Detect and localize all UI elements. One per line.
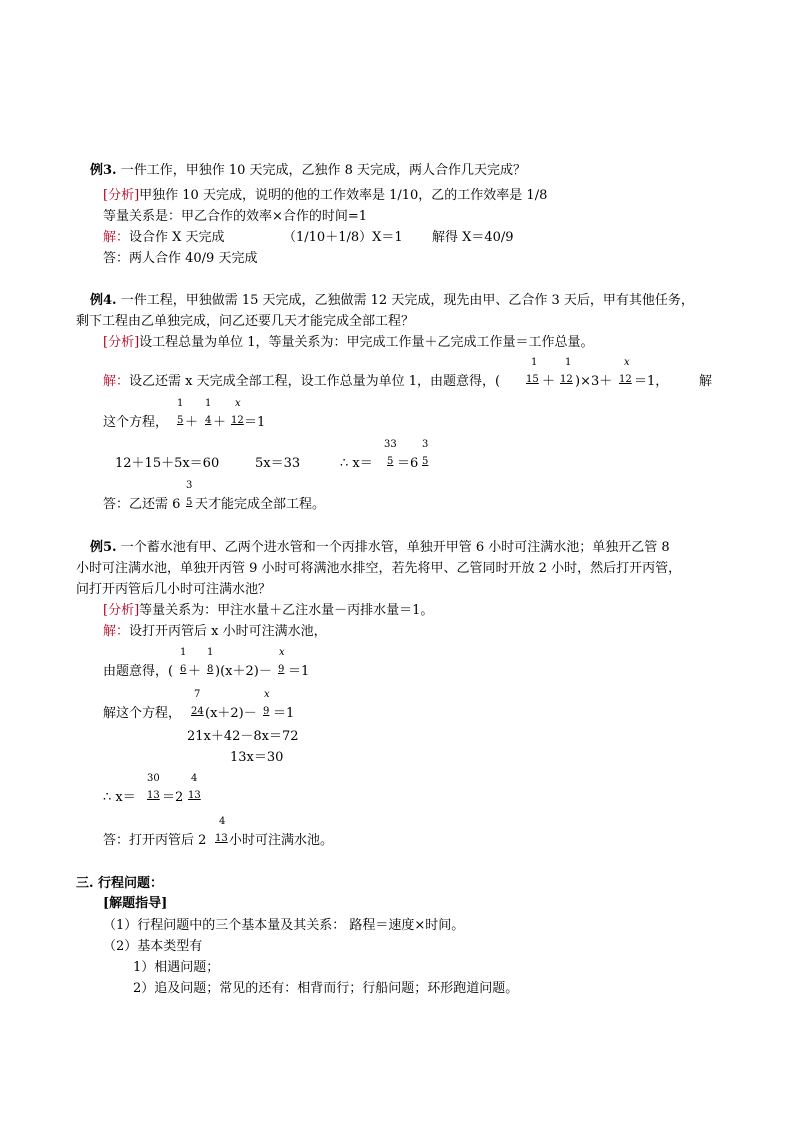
- ex4-f3-den: 12: [619, 374, 632, 385]
- ex5-solve: 设打开丙管后 x 小时可注满水池，: [129, 624, 327, 639]
- ex4-g-plus1: ＋: [185, 415, 199, 430]
- ex4-g3-den: 12: [231, 415, 244, 426]
- solve-tag: 解：: [103, 230, 130, 245]
- ex5-step1: 21x＋42－8x＝72: [187, 729, 299, 744]
- ex3-problem-line: [90, 163, 526, 179]
- ex4-h-eq: ＝6: [397, 456, 419, 471]
- ex4-f2-num: 1: [565, 357, 572, 368]
- ex3-label: 例3.: [90, 163, 117, 178]
- ex5-label: 例5.: [90, 540, 117, 555]
- ex5-therefore: ∴ x＝: [103, 790, 136, 805]
- ex4-f1-num: 1: [531, 357, 538, 368]
- ex5-n2-den: 13: [188, 790, 201, 801]
- ex4-g-end: ＝1: [244, 415, 266, 430]
- ex4-g1-den: 5: [177, 415, 184, 426]
- ex5-k-end: ＝1: [288, 664, 310, 679]
- section-3-guide: [解题指导]: [103, 896, 168, 911]
- ex4-f1-den: 15: [526, 374, 539, 385]
- ex5-n-eq: ＝2: [162, 790, 184, 805]
- section-3-item1: （1）行程问题中的三个基本量及其关系： 路程＝速度×时间。: [103, 918, 465, 933]
- ex4-h2-num: 3: [422, 439, 429, 450]
- ex5-problem-3: 问打开丙管后几小时可注满水池？: [76, 582, 272, 597]
- ex5-problem-1: 一个蓄水池有甲、乙两个进水管和一个丙排水管，单独开甲管 6 小时可注满水池；单独开乙管 8: [120, 540, 670, 555]
- ex4-g1-num: 1: [177, 398, 184, 409]
- section-3-sub2: 2）追及问题；常见的还有：相背而行；行船问题；环形跑道问题。: [133, 981, 519, 996]
- ex4-g2-den: 4: [205, 415, 212, 426]
- ex4-analysis-line: [103, 335, 594, 351]
- ex5-problem-line: [90, 540, 670, 556]
- ex4-mid1: )×3＋: [575, 374, 613, 389]
- ex5-analysis: 等量关系为：甲注水量＋乙注水量－丙排水量＝1。: [139, 603, 434, 618]
- ex5-m1-num: 7: [194, 689, 201, 700]
- ex3-analysis: 甲独作 10 天完成，说明的他的工作效率是 1/10，乙的工作效率是 1/8: [139, 188, 548, 203]
- ex5-analysis-line: [103, 603, 433, 619]
- ex5-k2-num: 1: [207, 647, 214, 658]
- section-3-item2: （2）基本类型有: [103, 939, 203, 954]
- ex4-f2-den: 12: [560, 374, 573, 385]
- ex4-step1: 12＋15＋5x＝60: [115, 456, 220, 471]
- analysis-tag: [分析]: [103, 188, 140, 203]
- ex5-problem-2: 小时可注满水池，单独开丙管 9 小时可将满池水排空，若先将甲、乙管同时开放 2 小时，然后打开丙管，: [76, 561, 682, 576]
- ex3-analysis-line: [103, 188, 547, 204]
- ex3-solve-line: [103, 230, 225, 246]
- ex5-m-mid: (x＋2)－: [205, 706, 257, 721]
- ex4-solve-1: 设乙还需 x 天完成全部工程，设工作总量为单位 1，由题意得，(: [129, 374, 501, 389]
- ex4-end1: ＝1，: [634, 374, 669, 389]
- ex5-answer-post: 小时可注满水池。: [229, 833, 334, 848]
- ex4-therefore: ∴ x＝: [340, 456, 373, 471]
- ex3-result: 解得 X＝40/9: [432, 230, 514, 245]
- ex4-h-num: 33: [384, 439, 397, 450]
- solve-tag: 解：: [103, 624, 130, 639]
- ex4-problem-2: 剩下工程由乙单独完成，问乙还要几天才能完成全部工程？: [76, 314, 415, 329]
- ex3-relation: 等量关系是：甲乙合作的效率×合作的时间=1: [103, 209, 368, 224]
- ex5-step2: 13x＝30: [230, 750, 284, 765]
- ex5-eq-pre: 由题意得，(: [103, 664, 174, 679]
- ex4-problem-1: 一件工程，甲独做需 15 天完成，乙独做需 12 天完成，现先由甲、乙合作 3 天后，甲有其他任务，: [120, 293, 694, 308]
- ex4-a-den: 5: [186, 497, 193, 508]
- ex5-k2-den: 8: [207, 664, 214, 675]
- ex4-line2-pre: 这个方程，: [103, 415, 169, 430]
- ex4-answer-post: 天才能完成全部工程。: [195, 497, 326, 512]
- ex5-k1-den: 6: [180, 664, 187, 675]
- ex5-k3-num: x: [279, 647, 285, 658]
- ex5-a-den: 13: [215, 833, 228, 844]
- ex4-label: 例4.: [90, 293, 117, 308]
- ex4-f3-num: x: [624, 357, 630, 368]
- ex4-solve-line: [103, 374, 500, 390]
- ex5-answer-pre: 答：打开丙管后 2: [103, 833, 207, 848]
- ex3-solve: 设合作 X 天完成: [129, 230, 225, 245]
- ex4-step2: 5x＝33: [255, 456, 301, 471]
- ex4-g-plus2: ＋: [213, 415, 227, 430]
- ex4-analysis: 设工程总量为单位 1，等量关系为：甲完成工作量＋乙完成工作量＝工作总量。: [139, 335, 594, 350]
- ex5-a-num: 4: [219, 816, 226, 827]
- ex5-n2-num: 4: [191, 773, 198, 784]
- ex5-n-num: 30: [147, 773, 160, 784]
- ex3-equation: （1/10＋1/8）X＝1: [283, 230, 403, 245]
- ex4-answer-pre: 答：乙还需 6: [103, 497, 181, 512]
- ex4-h2-den: 5: [422, 456, 429, 467]
- ex5-m1-den: 24: [191, 706, 204, 717]
- ex5-m2-den: 9: [263, 706, 270, 717]
- ex5-k-plus: ＋: [188, 664, 202, 679]
- ex5-k-mid: )(x＋2)－: [215, 664, 272, 679]
- solve-tag: 解：: [103, 374, 130, 389]
- section-3-heading: 三. 行程问题：: [76, 876, 164, 891]
- section-3-sub1: 1）相遇问题；: [133, 960, 220, 975]
- ex4-g3-num: x: [235, 398, 241, 409]
- ex4-a-num: 3: [186, 480, 193, 491]
- ex4-jie: 解: [699, 374, 713, 389]
- ex5-k1-num: 1: [180, 647, 187, 658]
- ex4-problem-line: [90, 293, 694, 309]
- ex5-m2-num: x: [264, 689, 270, 700]
- ex4-h-den: 5: [387, 456, 394, 467]
- ex5-k3-den: 9: [278, 664, 285, 675]
- analysis-tag: [分析]: [103, 335, 140, 350]
- ex4-g2-num: 1: [205, 398, 212, 409]
- ex4-plus1: ＋: [542, 374, 556, 389]
- ex3-answer: 答：两人合作 40/9 天完成: [103, 251, 258, 266]
- ex5-n-den: 13: [147, 790, 160, 801]
- ex5-solve-line: [103, 624, 327, 640]
- ex5-m-end: ＝1: [273, 706, 295, 721]
- ex5-solve2-pre: 解这个方程，: [103, 706, 182, 721]
- ex3-problem: 一件工作，甲独作 10 天完成，乙独作 8 天完成，两人合作几天完成？: [120, 163, 527, 178]
- analysis-tag: [分析]: [103, 603, 140, 618]
